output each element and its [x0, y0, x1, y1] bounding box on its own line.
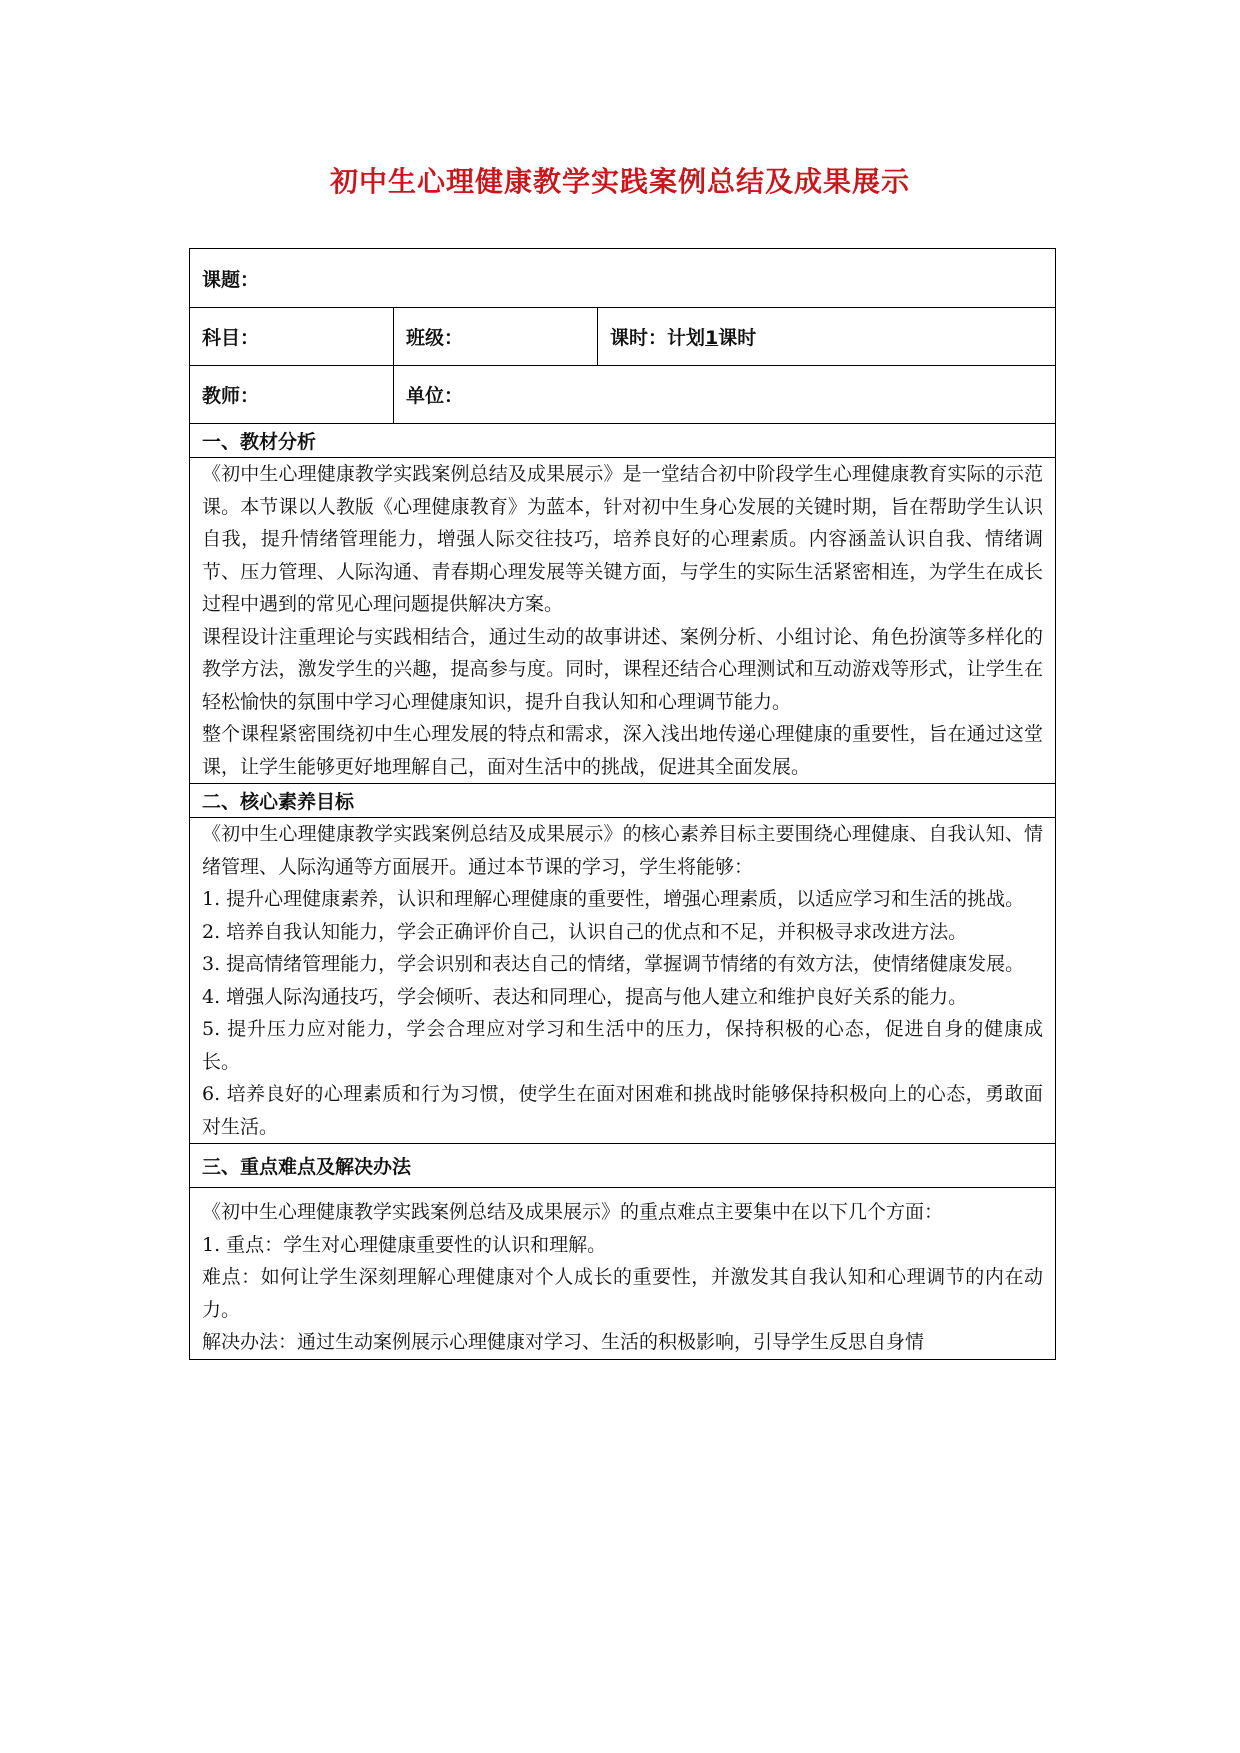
teacher-label: 教师：	[190, 366, 394, 424]
topic-row	[190, 249, 1056, 308]
section-paragraph: 解决办法：通过生动案例展示心理健康对学习、生活的积极影响，引导学生反思自身情	[202, 1331, 925, 1353]
section-body	[190, 458, 1056, 784]
class-label: 班级：	[394, 308, 598, 366]
hours-cell	[598, 308, 1056, 366]
list-item: 5. 提升压力应对能力，学会合理应对学习和生活中的压力，保持积极的心态，促进自身的健康成长。	[202, 1018, 1044, 1073]
section-paragraph: 难点：如何让学生深刻理解心理健康对个人成长的重要性，并激发其自我认知和心理调节的内在动力。	[202, 1266, 1044, 1321]
hours-value: 1	[705, 327, 719, 349]
list-item: 6. 培养良好的心理素质和行为习惯，使学生在面对困难和挑战时能够保持积极向上的心态，勇敢面对生活。	[202, 1083, 1044, 1138]
section-body-row	[190, 458, 1056, 784]
section-body-row	[190, 818, 1056, 1144]
hours-label-suffix: 课时	[718, 327, 757, 349]
section-heading-row	[190, 784, 1056, 818]
list-item: 2. 培养自我认知能力，学会正确评价自己，认识自己的优点和不足，并积极寻求改进方法。	[202, 920, 968, 943]
section-heading: 二、核心素养目标	[190, 784, 1056, 818]
section-paragraph: 《初中生心理健康教学实践案例总结及成果展示》的核心素养目标主要围绕心理健康、自我认知、情绪管理、人际沟通等方面展开。通过本节课的学习，学生将能够：	[202, 823, 1044, 878]
list-item: 4. 增强人际沟通技巧，学会倾听、表达和同理心，提高与他人建立和维护良好关系的能力。	[202, 985, 968, 1008]
section-body	[190, 1188, 1056, 1360]
list-item: 1. 重点：学生对心理健康重要性的认识和理解。	[202, 1233, 607, 1256]
section-heading-row	[190, 424, 1056, 458]
unit-label: 单位：	[394, 366, 1056, 424]
document-title: 初中生心理健康教学实践案例总结及成果展示	[329, 165, 910, 198]
hours-label-prefix: 课时：计划	[610, 327, 706, 349]
section-paragraph: 课程设计注重理论与实践相结合，通过生动的故事讲述、案例分析、小组讨论、角色扮演等多样化的教学方法，激发学生的兴趣，提高参与度。同时，课程还结合心理测试和互动游戏等形式，让学生在轻松愉快的氛围中学习心理健康知识，提升自我认知和心理调节能力。	[202, 625, 1044, 713]
lesson-plan-table	[189, 248, 1056, 1360]
subject-label: 科目：	[190, 308, 394, 366]
subject-row	[190, 308, 1056, 366]
section-paragraph: 整个课程紧密围绕初中生心理发展的特点和需求，深入浅出地传递心理健康的重要性，旨在通过这堂课，让学生能够更好地理解自己，面对生活中的挑战，促进其全面发展。	[202, 723, 1044, 778]
section-heading: 一、教材分析	[190, 424, 1056, 458]
section-body	[190, 818, 1056, 1144]
section-paragraph: 《初中生心理健康教学实践案例总结及成果展示》的重点难点主要集中在以下几个方面：	[202, 1201, 944, 1223]
section-heading-row	[190, 1144, 1056, 1188]
teacher-row	[190, 366, 1056, 424]
list-item: 1. 提升心理健康素养，认识和理解心理健康的重要性，增强心理素质，以适应学习和生活的挑战。	[202, 888, 1025, 910]
section-body-row	[190, 1188, 1056, 1360]
topic-label: 课题：	[190, 249, 1056, 308]
section-heading: 三、重点难点及解决办法	[190, 1144, 1056, 1188]
section-paragraph: 《初中生心理健康教学实践案例总结及成果展示》是一堂结合初中阶段学生心理健康教育实际的示范课。本节课以人教版《心理健康教育》为蓝本，针对初中生身心发展的关键时期，旨在帮助学生认识自我，提升情绪管理能力，增强人际交往技巧，培养良好的心理素质。内容涵盖认识自我、情绪调节、压力管理、人际沟通、青春期心理发展等关键方面，与学生的实际生活紧密相连，为学生在成长过程中遇到的常见心理问题提供解决方案。	[202, 463, 1044, 615]
list-item: 3. 提高情绪管理能力，学会识别和表达自己的情绪，掌握调节情绪的有效方法，使情绪健康发展。	[202, 953, 1025, 975]
